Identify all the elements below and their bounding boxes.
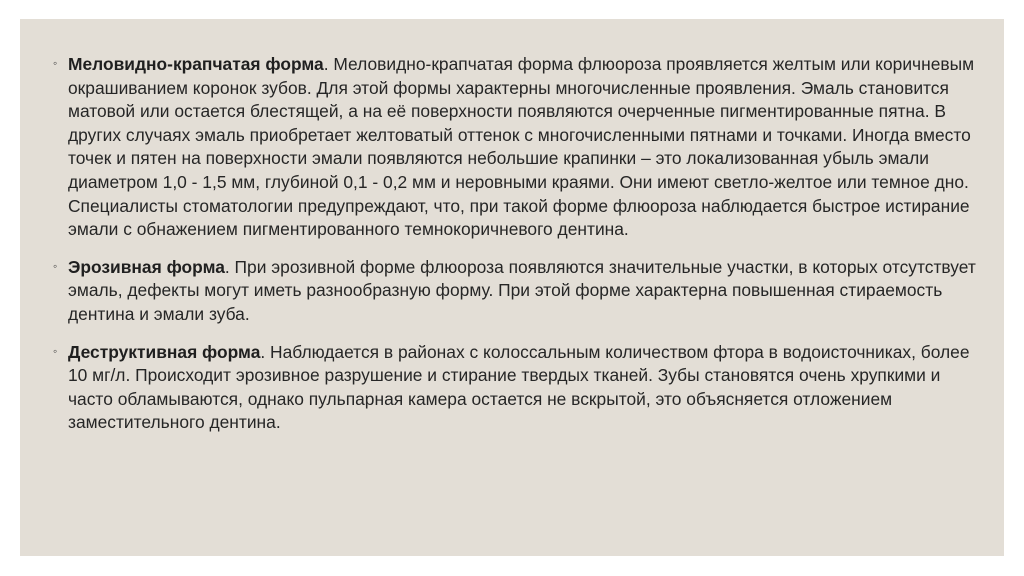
bullet-item-destructive <box>53 341 988 435</box>
bullet-text: . Наблюдается в районах с колоссальным количеством фтора в водоисточниках, более 10 мг/л. Происходит эрозивное разрушение и стирание твердых тканей. Зубы становятся очень хрупкими и часто обламываются, однако пульпарная камера остается не вскрытой, это объясняется отложением заместительного дентина. <box>68 341 970 433</box>
circle-bullet-icon: ◦ <box>53 343 58 358</box>
bullet-title: Эрозивная форма <box>68 256 225 277</box>
bullet-title: Меловидно-крапчатая форма <box>68 54 324 74</box>
circle-bullet-icon: ◦ <box>53 258 58 273</box>
bullet-list <box>53 53 988 449</box>
slide <box>20 19 1004 556</box>
circle-bullet-icon: ◦ <box>53 56 58 70</box>
bullet-item-chalky-speckled <box>53 53 988 242</box>
bullet-text: . Меловидно-крапчатая форма флюороза проявляется желтым или коричневым окрашиванием коронок зубов. Для этой формы характерны многочисленные проявления. Эмаль становится матовой или остается блестящей, а на её поверхности появляются очерченные пигментированные пятна. В других случаях эмаль приобретает желтоватый оттенок с многочисленными пятнами и точками. Иногда вместо точек и пятен на поверхности эмали появляются небольшие крапинки – это локализованная убыль эмали диаметром 1,0 - 1,5 мм, глубиной 0,1 - 0,2 мм и неровными краями. Они имеют светло-желтое или темное дно. Специалисты стоматологии предупреждают, что, при такой форме флюороза наблюдается быстрое истирание эмали с обнажением пигментированного темнокоричневого дентина. <box>68 54 975 240</box>
bullet-title: Деструктивная форма <box>68 341 261 362</box>
bullet-text: . При эрозивной форме флюороза появляются значительные участки, в которых отсутствует эмаль, дефекты могут иметь разнообразную форму. При этой форме характерна повышенная стираемость дентина и эмали зуба. <box>68 256 976 324</box>
bullet-item-erosive <box>53 256 988 327</box>
